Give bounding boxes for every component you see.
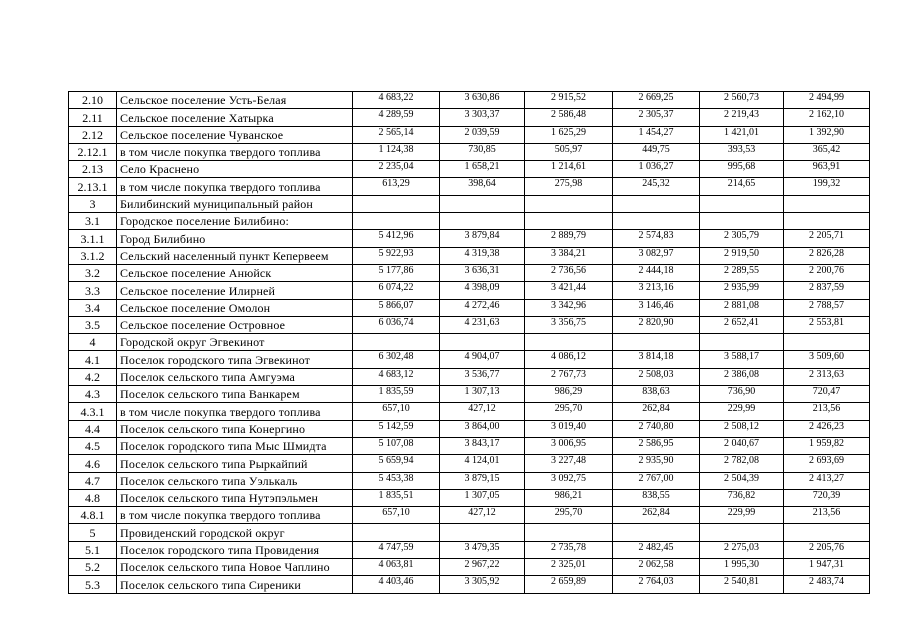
row-name: Поселок городского типа Мыс Шмидта <box>117 437 353 454</box>
value-cell: 4 272,46 <box>440 299 525 316</box>
value-cell: 2 483,74 <box>784 576 870 593</box>
table-row <box>69 472 870 489</box>
value-cell: 199,32 <box>784 178 870 195</box>
value-cell: 245,32 <box>613 178 700 195</box>
value-cell: 2 219,43 <box>700 109 784 126</box>
row-name: Поселок сельского типа Рыркайпий <box>117 455 353 472</box>
value-cell: 2 586,48 <box>525 109 613 126</box>
value-cell <box>613 213 700 230</box>
table-row <box>69 126 870 143</box>
value-cell: 3 384,21 <box>525 247 613 264</box>
value-cell: 5 177,86 <box>353 264 440 281</box>
value-cell <box>440 213 525 230</box>
value-cell: 657,10 <box>353 403 440 420</box>
value-cell: 2 967,22 <box>440 559 525 576</box>
value-cell: 4 747,59 <box>353 541 440 558</box>
value-cell <box>700 213 784 230</box>
value-cell: 5 922,93 <box>353 247 440 264</box>
row-name: Поселок сельского типа Конергино <box>117 420 353 437</box>
value-cell: 2 560,73 <box>700 92 784 109</box>
value-cell: 4 904,07 <box>440 351 525 368</box>
value-cell: 214,65 <box>700 178 784 195</box>
value-cell: 5 107,08 <box>353 437 440 454</box>
value-cell: 295,70 <box>525 507 613 524</box>
document-page <box>68 91 869 594</box>
row-name: Сельское поселение Усть-Белая <box>117 92 353 109</box>
value-cell <box>613 334 700 351</box>
value-cell: 1 959,82 <box>784 437 870 454</box>
value-cell: 2 504,39 <box>700 472 784 489</box>
row-name: в том числе покупка твердого топлива <box>117 403 353 420</box>
value-cell <box>784 195 870 212</box>
value-cell: 427,12 <box>440 403 525 420</box>
table-row <box>69 299 870 316</box>
table-row <box>69 559 870 576</box>
value-cell: 2 305,79 <box>700 230 784 247</box>
value-cell: 2 935,90 <box>613 455 700 472</box>
value-cell: 2 040,67 <box>700 437 784 454</box>
row-name: Сельский населенный пункт Кепервеем <box>117 247 353 264</box>
value-cell: 2 669,25 <box>613 92 700 109</box>
value-cell: 1 995,30 <box>700 559 784 576</box>
value-cell: 986,29 <box>525 386 613 403</box>
row-name: Сельское поселение Илирней <box>117 282 353 299</box>
row-number: 3.3 <box>69 282 117 299</box>
row-number: 3.1.2 <box>69 247 117 264</box>
row-name: Поселок городского типа Провидения <box>117 541 353 558</box>
value-cell: 3 536,77 <box>440 368 525 385</box>
table-row <box>69 161 870 178</box>
row-name: в том числе покупка твердого топлива <box>117 507 353 524</box>
value-cell: 2 039,59 <box>440 126 525 143</box>
value-cell: 3 421,44 <box>525 282 613 299</box>
row-number: 4.2 <box>69 368 117 385</box>
row-name: Сельское поселение Хатырка <box>117 109 353 126</box>
value-cell: 2 482,45 <box>613 541 700 558</box>
value-cell: 2 889,79 <box>525 230 613 247</box>
value-cell: 6 074,22 <box>353 282 440 299</box>
value-cell: 505,97 <box>525 143 613 160</box>
value-cell: 2 574,83 <box>613 230 700 247</box>
value-cell: 2 062,58 <box>613 559 700 576</box>
value-cell: 2 494,99 <box>784 92 870 109</box>
table-row <box>69 386 870 403</box>
value-cell: 229,99 <box>700 507 784 524</box>
row-number: 2.13.1 <box>69 178 117 195</box>
value-cell <box>353 334 440 351</box>
row-number: 2.12 <box>69 126 117 143</box>
row-number: 4.1 <box>69 351 117 368</box>
value-cell: 613,29 <box>353 178 440 195</box>
value-cell: 4 124,01 <box>440 455 525 472</box>
value-cell: 963,91 <box>784 161 870 178</box>
value-cell: 2 305,37 <box>613 109 700 126</box>
value-cell: 3 879,15 <box>440 472 525 489</box>
value-cell: 1 835,59 <box>353 386 440 403</box>
table-row <box>69 437 870 454</box>
value-cell: 1 036,27 <box>613 161 700 178</box>
row-name: Поселок сельского типа Нутэпэльмен <box>117 489 353 506</box>
row-name: Поселок сельского типа Амгуэма <box>117 368 353 385</box>
value-cell <box>353 195 440 212</box>
value-cell: 3 213,16 <box>613 282 700 299</box>
value-cell: 2 652,41 <box>700 316 784 333</box>
value-cell: 657,10 <box>353 507 440 524</box>
row-name: Поселок сельского типа Сиреники <box>117 576 353 593</box>
row-name: в том числе покупка твердого топлива <box>117 178 353 195</box>
row-number: 4.8 <box>69 489 117 506</box>
table-row <box>69 455 870 472</box>
row-number: 4.5 <box>69 437 117 454</box>
value-cell: 2 325,01 <box>525 559 613 576</box>
table-row <box>69 247 870 264</box>
value-cell: 2 289,55 <box>700 264 784 281</box>
table-row <box>69 195 870 212</box>
table-row <box>69 368 870 385</box>
value-cell: 3 843,17 <box>440 437 525 454</box>
value-cell: 3 814,18 <box>613 351 700 368</box>
table-row <box>69 524 870 541</box>
row-number: 4.8.1 <box>69 507 117 524</box>
table-row <box>69 507 870 524</box>
row-number: 3.1 <box>69 213 117 230</box>
value-cell: 213,56 <box>784 403 870 420</box>
row-name: Сельское поселение Островное <box>117 316 353 333</box>
value-cell: 2 565,14 <box>353 126 440 143</box>
value-cell <box>525 334 613 351</box>
value-cell: 3 864,00 <box>440 420 525 437</box>
value-cell: 4 289,59 <box>353 109 440 126</box>
value-cell <box>525 524 613 541</box>
row-number: 4.3.1 <box>69 403 117 420</box>
value-cell: 838,55 <box>613 489 700 506</box>
table-row <box>69 351 870 368</box>
value-cell: 2 764,03 <box>613 576 700 593</box>
value-cell: 229,99 <box>700 403 784 420</box>
value-cell: 3 879,84 <box>440 230 525 247</box>
row-name: в том числе покупка твердого топлива <box>117 143 353 160</box>
row-name: Поселок сельского типа Ванкарем <box>117 386 353 403</box>
row-name: Село Краснено <box>117 161 353 178</box>
row-name: Сельское поселение Анюйск <box>117 264 353 281</box>
table-row <box>69 282 870 299</box>
value-cell: 2 767,00 <box>613 472 700 489</box>
value-cell: 2 553,81 <box>784 316 870 333</box>
value-cell: 2 426,23 <box>784 420 870 437</box>
value-cell: 3 509,60 <box>784 351 870 368</box>
value-cell: 2 386,08 <box>700 368 784 385</box>
value-cell: 427,12 <box>440 507 525 524</box>
row-name: Билибинский муниципальный район <box>117 195 353 212</box>
value-cell: 1 947,31 <box>784 559 870 576</box>
table-row <box>69 541 870 558</box>
value-cell: 1 835,51 <box>353 489 440 506</box>
table-row <box>69 213 870 230</box>
value-cell: 295,70 <box>525 403 613 420</box>
value-cell: 2 205,76 <box>784 541 870 558</box>
row-number: 5.1 <box>69 541 117 558</box>
table-row <box>69 420 870 437</box>
value-cell: 393,53 <box>700 143 784 160</box>
row-number: 2.11 <box>69 109 117 126</box>
value-cell: 3 479,35 <box>440 541 525 558</box>
table-row <box>69 334 870 351</box>
value-cell: 1 454,27 <box>613 126 700 143</box>
value-cell: 1 307,13 <box>440 386 525 403</box>
value-cell: 736,90 <box>700 386 784 403</box>
value-cell: 1 658,21 <box>440 161 525 178</box>
value-cell: 4 086,12 <box>525 351 613 368</box>
value-cell: 1 625,29 <box>525 126 613 143</box>
value-cell: 2 586,95 <box>613 437 700 454</box>
value-cell <box>700 334 784 351</box>
value-cell: 2 508,03 <box>613 368 700 385</box>
value-cell: 4 063,81 <box>353 559 440 576</box>
value-cell: 2 935,99 <box>700 282 784 299</box>
row-number: 3.2 <box>69 264 117 281</box>
value-cell: 986,21 <box>525 489 613 506</box>
value-cell <box>613 524 700 541</box>
table-row <box>69 264 870 281</box>
value-cell: 3 006,95 <box>525 437 613 454</box>
row-number: 2.10 <box>69 92 117 109</box>
value-cell: 2 881,08 <box>700 299 784 316</box>
value-cell: 2 235,04 <box>353 161 440 178</box>
value-cell: 1 214,61 <box>525 161 613 178</box>
value-cell <box>700 524 784 541</box>
row-number: 4.7 <box>69 472 117 489</box>
row-number: 4 <box>69 334 117 351</box>
value-cell: 2 275,03 <box>700 541 784 558</box>
row-name: Поселок сельского типа Новое Чаплино <box>117 559 353 576</box>
value-cell <box>784 213 870 230</box>
value-cell: 736,82 <box>700 489 784 506</box>
value-cell: 262,84 <box>613 403 700 420</box>
row-number: 5 <box>69 524 117 541</box>
row-name: Сельское поселение Чуванское <box>117 126 353 143</box>
value-cell <box>525 213 613 230</box>
value-cell: 2 413,27 <box>784 472 870 489</box>
value-cell: 275,98 <box>525 178 613 195</box>
value-cell: 2 736,56 <box>525 264 613 281</box>
row-number: 3.5 <box>69 316 117 333</box>
value-cell: 6 302,48 <box>353 351 440 368</box>
value-cell: 1 307,05 <box>440 489 525 506</box>
value-cell: 838,63 <box>613 386 700 403</box>
value-cell: 5 866,07 <box>353 299 440 316</box>
row-number: 2.13 <box>69 161 117 178</box>
value-cell: 5 142,59 <box>353 420 440 437</box>
row-number: 3 <box>69 195 117 212</box>
value-cell: 720,39 <box>784 489 870 506</box>
value-cell: 449,75 <box>613 143 700 160</box>
value-cell: 3 019,40 <box>525 420 613 437</box>
value-cell <box>440 524 525 541</box>
value-cell: 2 915,52 <box>525 92 613 109</box>
value-cell: 3 303,37 <box>440 109 525 126</box>
value-cell: 3 342,96 <box>525 299 613 316</box>
value-cell: 2 782,08 <box>700 455 784 472</box>
row-number: 3.1.1 <box>69 230 117 247</box>
value-cell: 3 588,17 <box>700 351 784 368</box>
value-cell: 2 788,57 <box>784 299 870 316</box>
row-name: Поселок городского типа Эгвекинот <box>117 351 353 368</box>
value-cell <box>353 524 440 541</box>
row-name: Город Билибино <box>117 230 353 247</box>
value-cell: 4 398,09 <box>440 282 525 299</box>
value-cell: 3 305,92 <box>440 576 525 593</box>
row-number: 2.12.1 <box>69 143 117 160</box>
value-cell: 3 227,48 <box>525 455 613 472</box>
table-row <box>69 178 870 195</box>
value-cell: 2 919,50 <box>700 247 784 264</box>
value-cell: 5 453,38 <box>353 472 440 489</box>
value-cell: 5 659,94 <box>353 455 440 472</box>
table-row <box>69 576 870 593</box>
row-name: Поселок сельского типа Уэлькаль <box>117 472 353 489</box>
value-cell: 2 826,28 <box>784 247 870 264</box>
value-cell <box>440 334 525 351</box>
value-cell: 4 231,63 <box>440 316 525 333</box>
row-number: 3.4 <box>69 299 117 316</box>
value-cell: 4 683,12 <box>353 368 440 385</box>
value-cell: 2 540,81 <box>700 576 784 593</box>
row-number: 4.4 <box>69 420 117 437</box>
value-cell: 4 683,22 <box>353 92 440 109</box>
value-cell: 2 659,89 <box>525 576 613 593</box>
value-cell: 730,85 <box>440 143 525 160</box>
value-cell: 2 313,63 <box>784 368 870 385</box>
table-body <box>69 92 870 594</box>
value-cell: 1 124,38 <box>353 143 440 160</box>
row-name: Городское поселение Билибино: <box>117 213 353 230</box>
table-row <box>69 489 870 506</box>
value-cell: 2 735,78 <box>525 541 613 558</box>
value-cell: 6 036,74 <box>353 316 440 333</box>
value-cell: 2 693,69 <box>784 455 870 472</box>
value-cell: 1 392,90 <box>784 126 870 143</box>
value-cell: 365,42 <box>784 143 870 160</box>
value-cell <box>784 524 870 541</box>
row-number: 4.3 <box>69 386 117 403</box>
value-cell: 3 636,31 <box>440 264 525 281</box>
value-cell: 2 508,12 <box>700 420 784 437</box>
value-cell: 3 146,46 <box>613 299 700 316</box>
value-cell: 1 421,01 <box>700 126 784 143</box>
value-cell: 2 820,90 <box>613 316 700 333</box>
value-cell: 4 403,46 <box>353 576 440 593</box>
value-cell <box>784 334 870 351</box>
value-cell: 5 412,96 <box>353 230 440 247</box>
table-row <box>69 316 870 333</box>
value-cell: 2 162,10 <box>784 109 870 126</box>
row-name: Сельское поселение Омолон <box>117 299 353 316</box>
value-cell: 2 767,73 <box>525 368 613 385</box>
value-cell: 262,84 <box>613 507 700 524</box>
table-row <box>69 143 870 160</box>
table-row <box>69 109 870 126</box>
row-number: 5.2 <box>69 559 117 576</box>
table-row <box>69 92 870 109</box>
row-number: 4.6 <box>69 455 117 472</box>
value-cell <box>613 195 700 212</box>
value-cell: 2 200,76 <box>784 264 870 281</box>
value-cell: 3 082,97 <box>613 247 700 264</box>
row-name: Провиденский городской округ <box>117 524 353 541</box>
row-name: Городской округ Эгвекинот <box>117 334 353 351</box>
value-cell <box>525 195 613 212</box>
value-cell: 2 740,80 <box>613 420 700 437</box>
value-cell <box>440 195 525 212</box>
value-cell: 3 092,75 <box>525 472 613 489</box>
value-cell: 720,47 <box>784 386 870 403</box>
value-cell <box>700 195 784 212</box>
value-cell: 398,64 <box>440 178 525 195</box>
value-cell: 2 837,59 <box>784 282 870 299</box>
row-number: 5.3 <box>69 576 117 593</box>
value-cell: 4 319,38 <box>440 247 525 264</box>
value-cell <box>353 213 440 230</box>
value-cell: 2 205,71 <box>784 230 870 247</box>
value-cell: 2 444,18 <box>613 264 700 281</box>
value-cell: 213,56 <box>784 507 870 524</box>
data-table <box>68 91 870 594</box>
table-row <box>69 230 870 247</box>
table-row <box>69 403 870 420</box>
value-cell: 995,68 <box>700 161 784 178</box>
value-cell: 3 356,75 <box>525 316 613 333</box>
value-cell: 3 630,86 <box>440 92 525 109</box>
